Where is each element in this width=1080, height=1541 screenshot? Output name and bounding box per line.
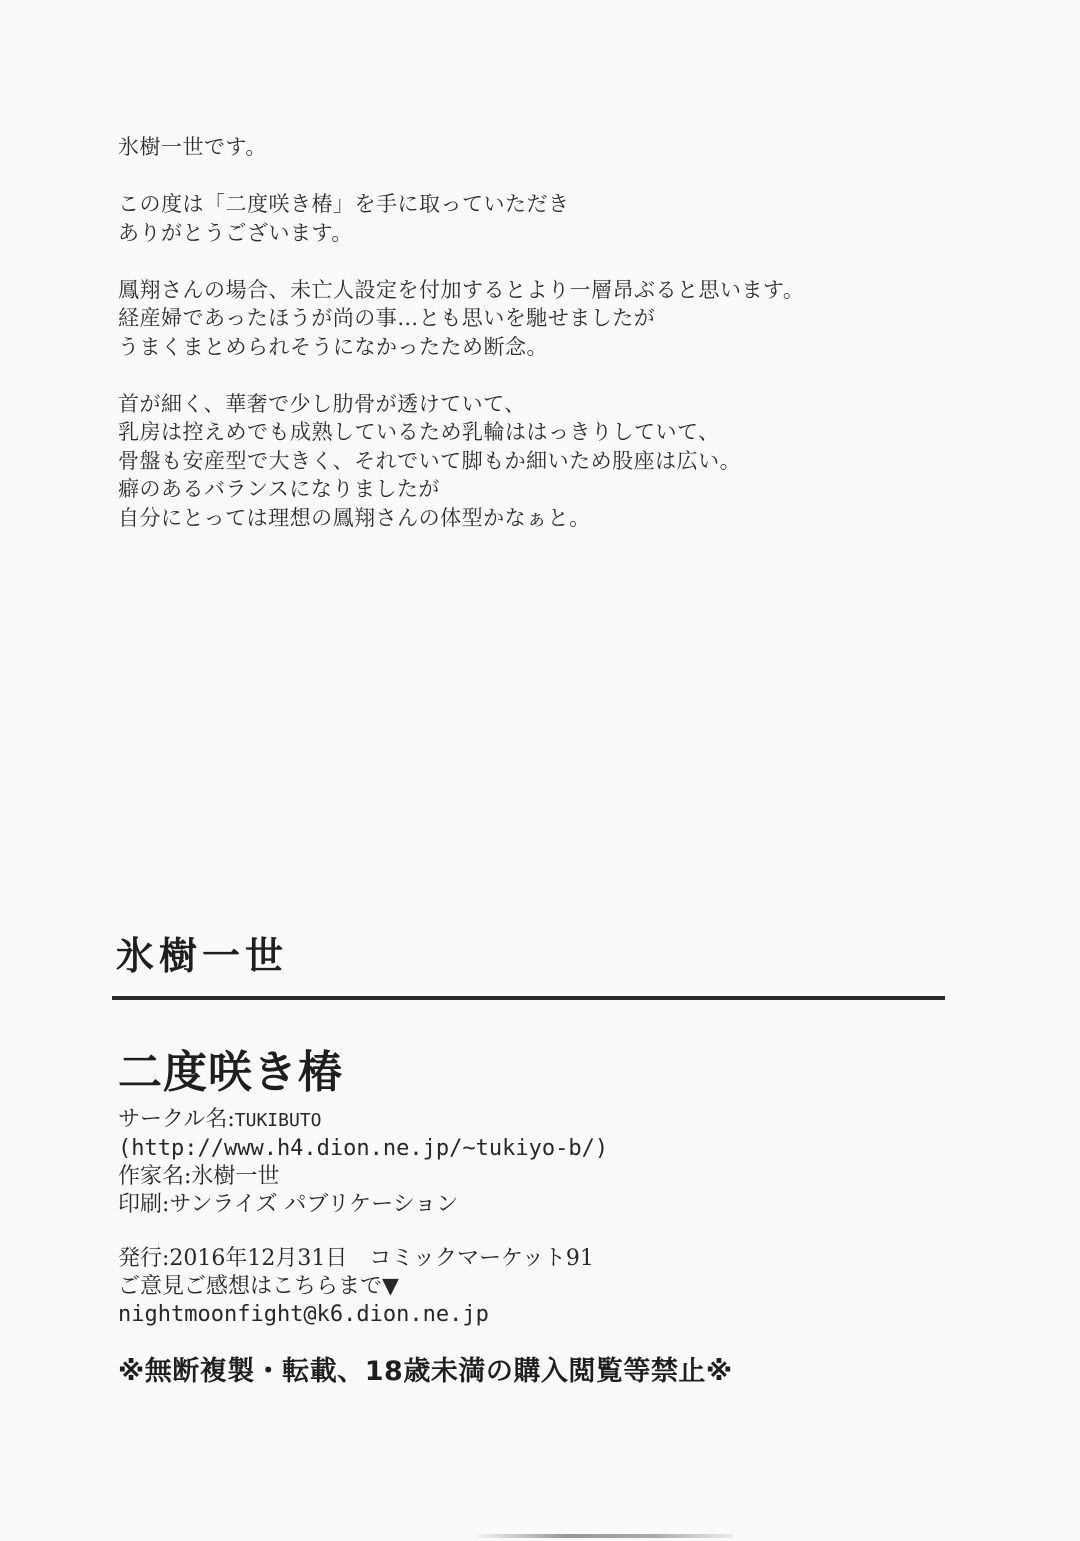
contact-email: nightmoonfight@k6.dion.ne.jp <box>118 1302 489 1327</box>
publication-block <box>118 1245 733 1329</box>
author-name-line <box>118 1163 733 1191</box>
author-name: 氷樹一世 <box>191 1164 280 1189</box>
afterword-line: ありがとうございます。 <box>118 220 353 245</box>
afterword-line: 自分にとっては理想の鳳翔さんの体型かなぁと。 <box>118 505 591 530</box>
printer-line <box>118 1191 733 1219</box>
afterword-line: うまくまとめられそうになかったため断念。 <box>118 334 548 359</box>
afterword-line: 首が細く、華奢で少し肋骨が透けていて、 <box>118 391 526 416</box>
afterword-line: 骨盤も安産型で大きく、それでいて脚もか細いため股座は広い。 <box>118 448 742 473</box>
afterword-paragraph-1 <box>118 133 804 162</box>
afterword-line: 経産婦であったほうが尚の事…とも思いを馳せましたが <box>118 306 656 330</box>
afterword-line: この度は「二度咲き椿」を手に取っていただき <box>118 192 570 216</box>
copyright-warning: ※無断複製・転載、18歳未満の購入閲覧等禁止※ <box>118 1356 733 1387</box>
circle-name-line <box>118 1106 733 1135</box>
afterword-line: 乳房は控えめでも成熟しているため乳輪ははっきりしていて、 <box>118 420 720 444</box>
afterword-text <box>118 133 804 561</box>
circle-name: TUKIBUTO <box>234 1110 322 1131</box>
printer-name: サンライズ パブリケーション <box>169 1192 459 1217</box>
author-label: 作家名: <box>118 1164 192 1189</box>
divider-rule <box>112 996 945 1000</box>
afterword-line: 癖のあるバランスになりましたが <box>118 477 440 501</box>
author-name-heading: 氷樹一世 <box>116 934 289 978</box>
feedback-line: ご意見ご感想はこちらまで▼ <box>118 1274 399 1299</box>
afterword-paragraph-2 <box>118 190 804 247</box>
afterword-paragraph-4 <box>118 390 804 533</box>
colophon <box>118 1048 733 1389</box>
scan-edge-artifact <box>478 1534 733 1538</box>
printer-label: 印刷: <box>118 1192 170 1217</box>
afterword-paragraph-3 <box>118 276 804 362</box>
circle-label: サークル名: <box>118 1107 235 1132</box>
afterword-line: 氷樹一世です。 <box>118 135 267 159</box>
publish-date-line: 発行:2016年12月31日 コミックマーケット91 <box>118 1246 594 1271</box>
book-title: 二度咲き椿 <box>118 1047 343 1098</box>
afterword-line: 鳳翔さんの場合、未亡人設定を付加するとより一層昂ぶると思います。 <box>118 277 805 302</box>
circle-url: (http://www.h4.dion.ne.jp/~tukiyo-b/) <box>118 1136 609 1161</box>
